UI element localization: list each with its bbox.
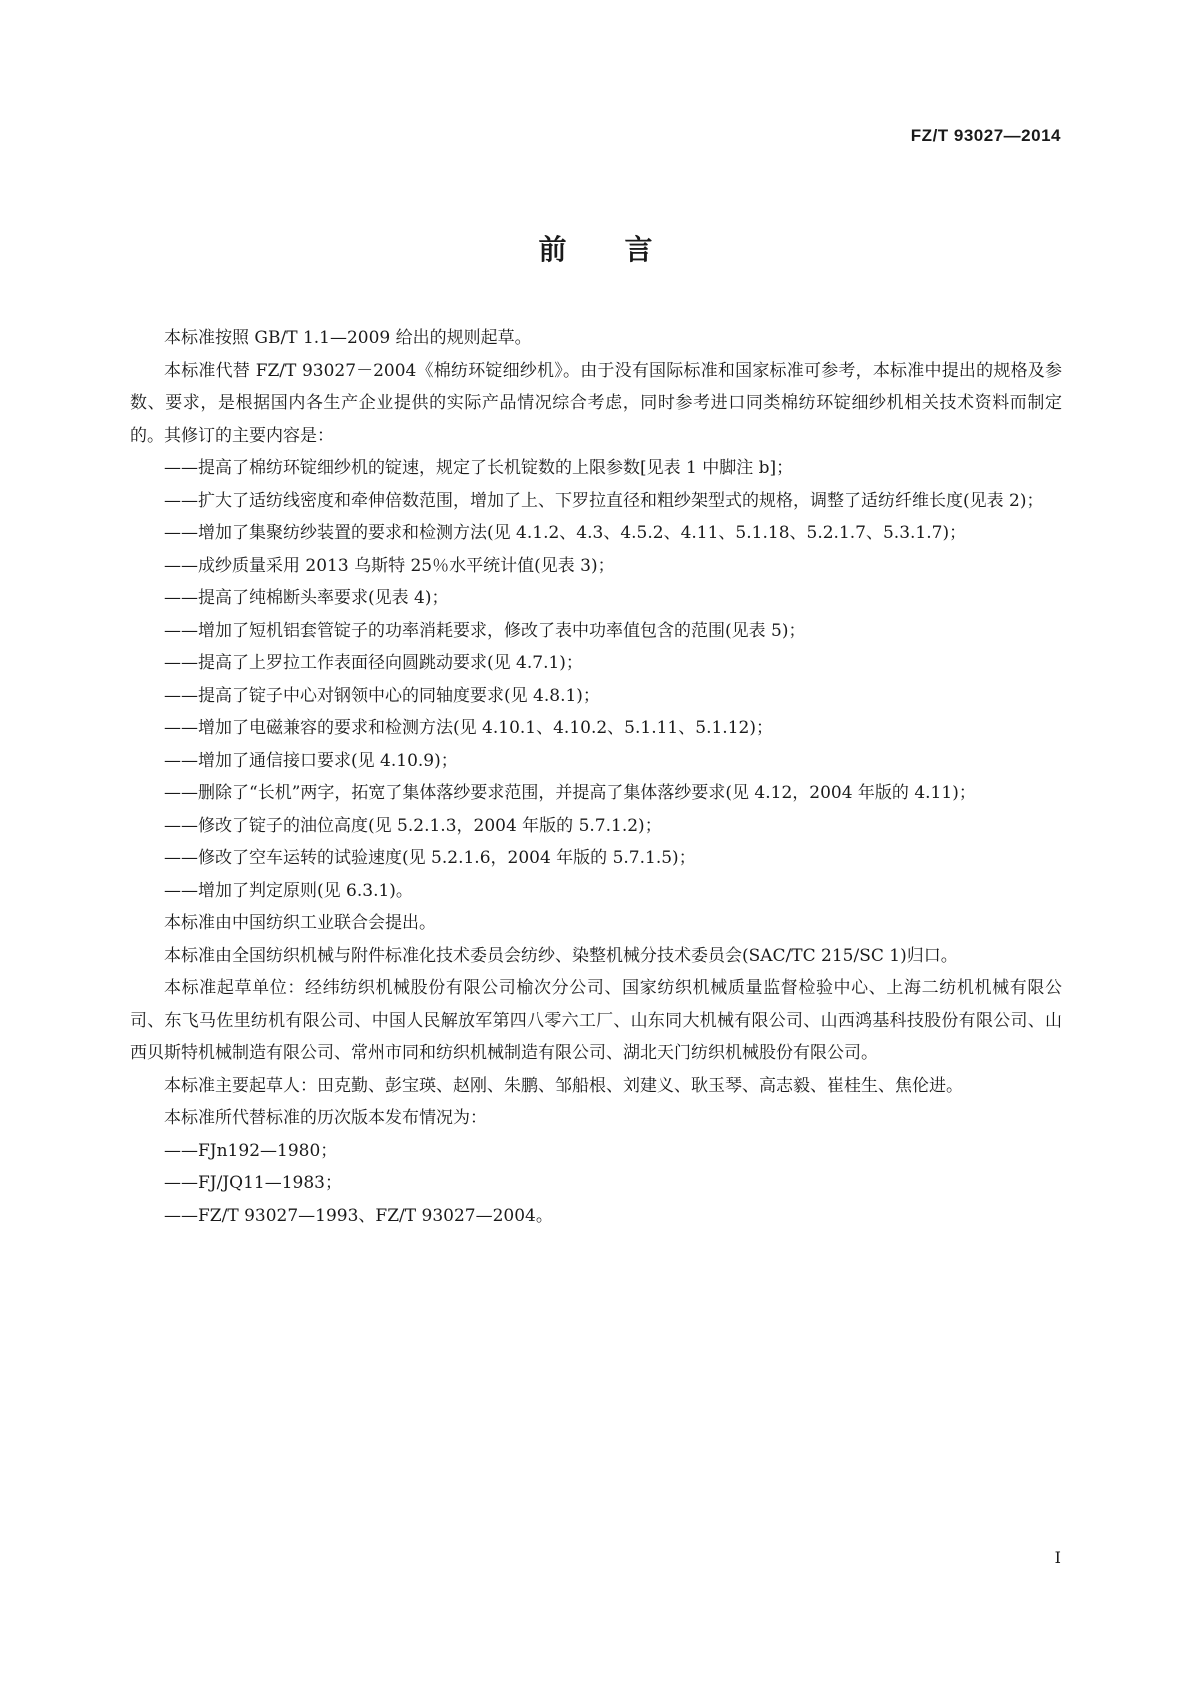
list-item: ——增加了电磁兼容的要求和检测方法(见 4.10.1、4.10.2、5.1.11、5.1.12)；	[164, 718, 773, 738]
list-item: ——FJ/JQ11—1983；	[164, 1173, 342, 1193]
list-item: ——增加了短机铝套管锭子的功率消耗要求，修改了表中功率值包含的范围(见表 5)；	[164, 620, 806, 641]
paragraph: 本标准由全国纺织机械与附件标准化技术委员会纺纱、染整机械分技术委员会(SAC/TC 215/SC 1)归口。	[164, 945, 958, 966]
list-item: ——删除了“长机”两字，拓宽了集体落纱要求范围，并提高了集体落纱要求(见 4.12，2004 年版的 4.11)；	[164, 783, 976, 803]
list-item: ——FJn192—1980；	[164, 1140, 338, 1161]
paragraph: 本标准起草单位：经纬纺织机械股份有限公司榆次分公司、国家纺织机械质量监督检验中心、上海二纺机机械有限公司、东飞马佐里纺机有限公司、中国人民解放军第四八零六工厂、山东同大机械有限公司、山西鸿基科技股份有限公司、山西贝斯特机械制造有限公司、常州市同和纺织机械制造有限公司、湖北天门纺织机械股份有限公司。	[130, 978, 1062, 1063]
page-number: I	[1054, 1548, 1061, 1567]
list-item: ——修改了锭子的油位高度(见 5.2.1.3，2004 年版的 5.7.1.2)；	[164, 815, 662, 836]
list-item: ——修改了空车运转的试验速度(见 5.2.1.6，2004 年版的 5.7.1.5)；	[164, 848, 696, 868]
list-item: ——FZ/T 93027—1993、FZ/T 93027—2004。	[164, 1205, 553, 1226]
paragraph: 本标准主要起草人：田克勤、彭宝瑛、赵刚、朱鹏、邹船根、刘建义、耿玉琴、高志毅、崔桂生、焦伦进。	[164, 1075, 963, 1096]
list-item: ——成纱质量采用 2013 乌斯特 25％水平统计值(见表 3)；	[164, 555, 615, 576]
list-item: ——提高了棉纺环锭细纱机的锭速，规定了长机锭数的上限参数[见表 1 中脚注 b]；	[164, 458, 794, 478]
list-item: ——提高了上罗拉工作表面径向圆跳动要求(见 4.7.1)；	[164, 653, 583, 673]
paragraph: 本标准所代替标准的历次版本发布情况为：	[164, 1108, 487, 1128]
paragraph: 本标准由中国纺织工业联合会提出。	[164, 913, 436, 933]
list-item: ——增加了集聚纺纱装置的要求和检测方法(见 4.1.2、4.3、4.5.2、4.11、5.1.18、5.2.1.7、5.3.1.7)；	[164, 523, 967, 543]
list-item: ——提高了纯棉断头率要求(见表 4)；	[164, 588, 449, 608]
page-title: 前言	[538, 233, 711, 266]
list-item: ——扩大了适纺线密度和牵伸倍数范围，增加了上、下罗拉直径和粗纱架型式的规格，调整了适纺纤维长度(见表 2)；	[164, 490, 1044, 511]
list-item: ——增加了通信接口要求(见 4.10.9)；	[164, 750, 458, 771]
list-item: ——提高了锭子中心对钢领中心的同轴度要求(见 4.8.1)；	[164, 685, 600, 706]
list-item: ——增加了判定原则(见 6.3.1)。	[164, 880, 413, 901]
paragraph: 本标准按照 GB/T 1.1—2009 给出的规则起草。	[164, 328, 532, 348]
standard-code: FZ/T 93027—2014	[910, 126, 1061, 145]
document-body	[130, 322, 1062, 1232]
paragraph: 本标准代替 FZ/T 93027－2004《棉纺环锭细纱机》。由于没有国际标准和国家标准可参考，本标准中提出的规格及参数、要求，是根据国内各生产企业提供的实际产品情况综合考虑，同时参考进口同类棉纺环锭细纱机相关技术资料而制定的。其修订的主要内容是：	[130, 360, 1062, 446]
